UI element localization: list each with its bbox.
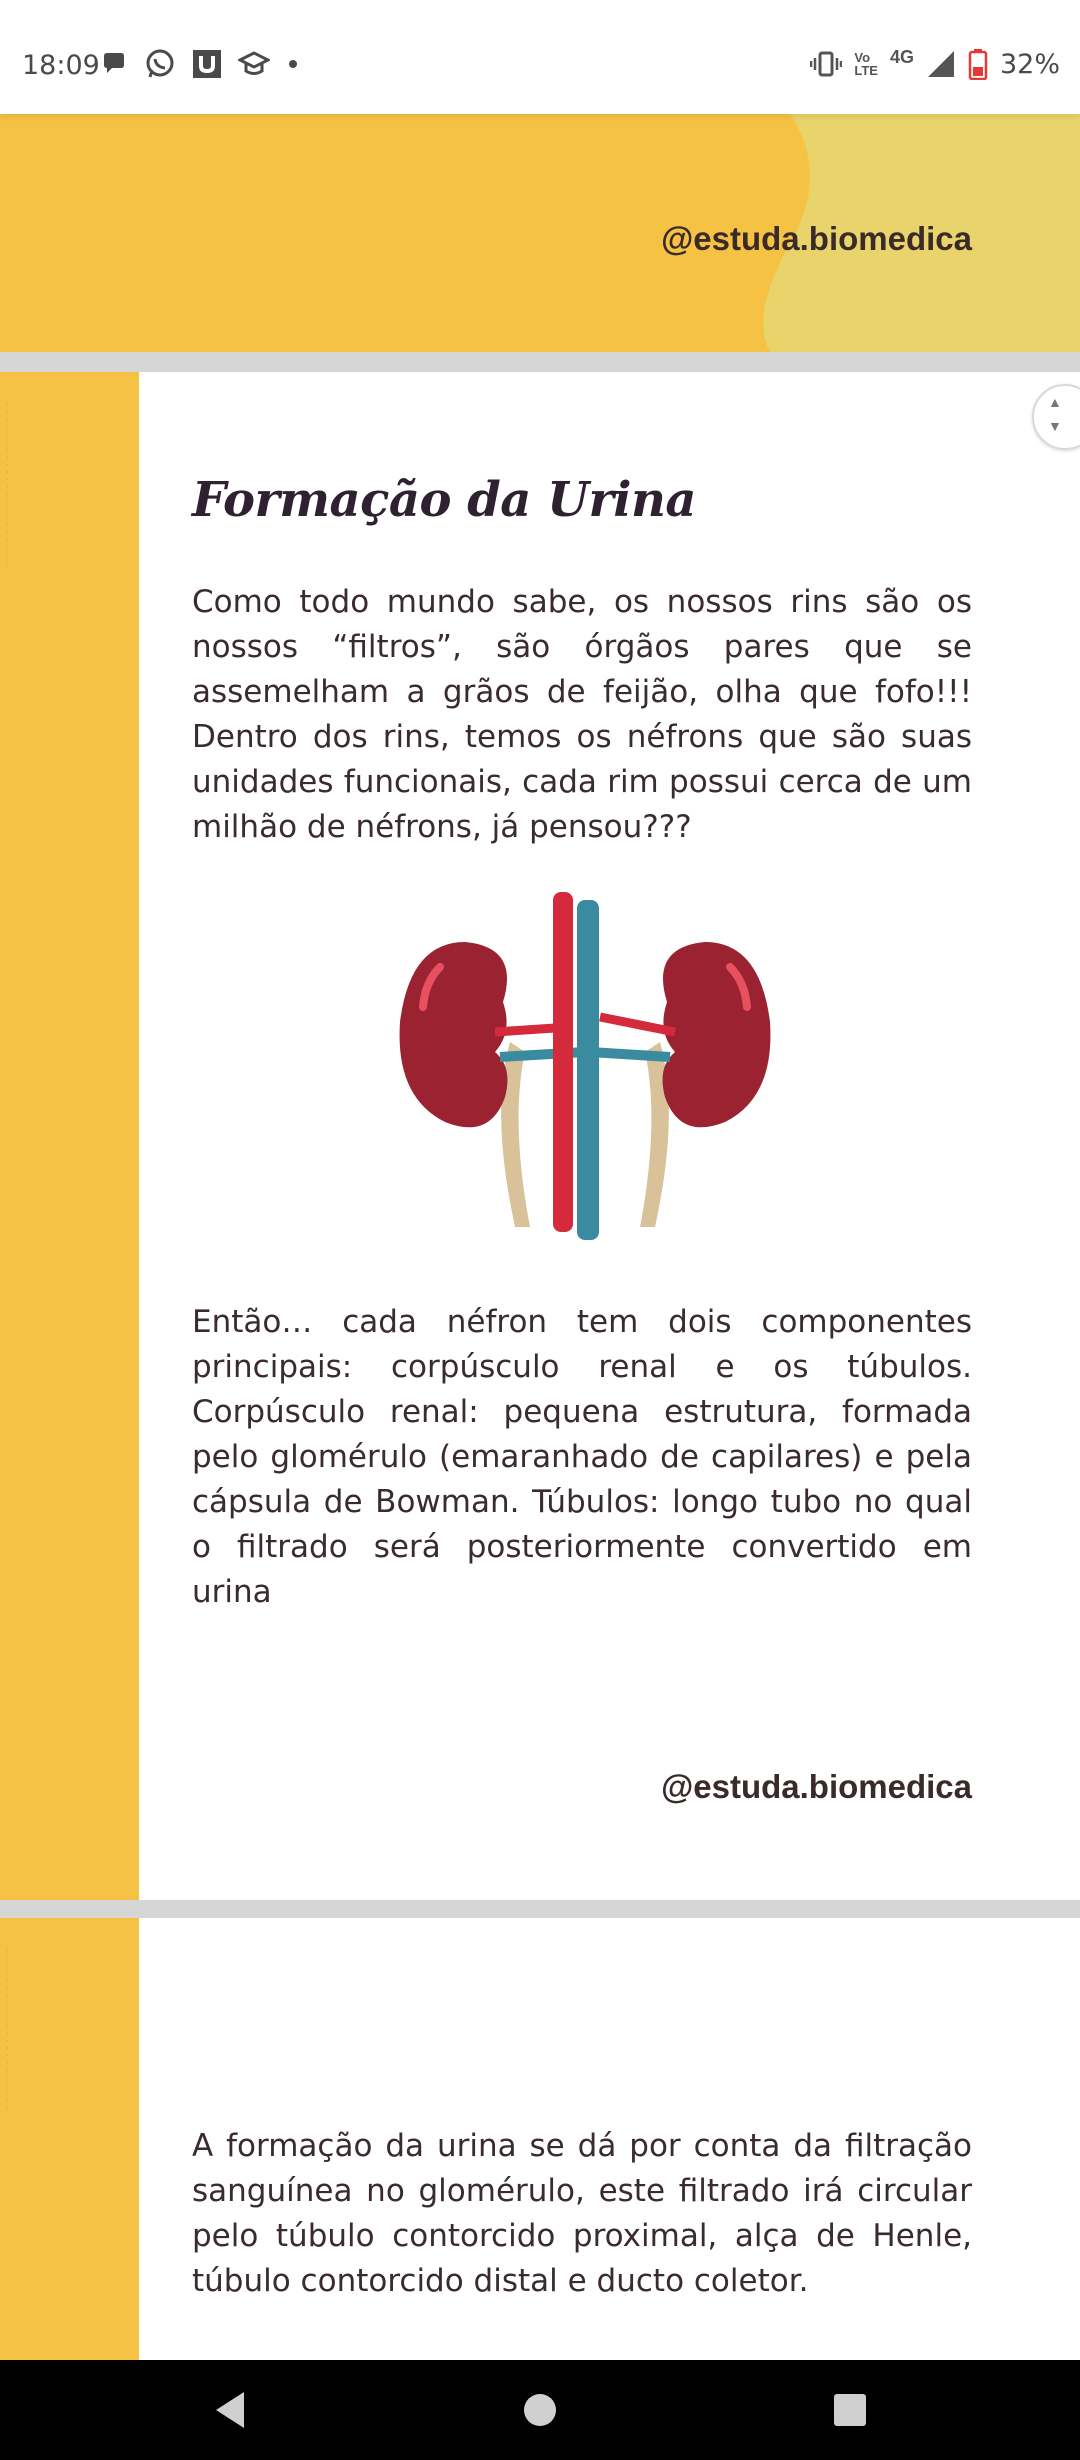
- document-page-1: [0, 372, 1080, 1900]
- system-icons: [810, 48, 1060, 80]
- vibrate-icon: [810, 50, 842, 78]
- arrow-down-icon: ▼: [1048, 418, 1062, 434]
- strip-watermark: · · · · · · · · · · · · · · · · · · · · · ·: [2, 402, 12, 564]
- page-title: Formação da Urina: [192, 472, 696, 528]
- volte-icon: Vo LTE: [854, 50, 878, 78]
- u-app-icon: [192, 49, 222, 79]
- nephron-paragraph: Então… cada néfron tem dois componentes principais: corpúsculo renal e os túbulos. Corpúsculo renal: pequena estrutura, formada pelo glomérulo (emaranhado de capilares) e pela cápsula de Bowman. Túbulos: longo tubo no qual o filtrado será posteriormente convertido em urina: [192, 1304, 972, 1610]
- side-strip: [0, 372, 139, 1900]
- side-strip: [0, 1918, 139, 2360]
- dot-icon: [286, 57, 300, 71]
- strip-watermark: · · · · · · · · · · · · · · · · · · · · · ·: [2, 1948, 12, 2110]
- chat-bubble-icon: [100, 50, 128, 78]
- signal-icon: [926, 49, 956, 79]
- header-banner: [0, 114, 1080, 352]
- graduation-cap-icon: [238, 50, 270, 78]
- header-handle: @estuda.biomedica: [661, 220, 972, 257]
- kidney-illustration: [395, 892, 775, 1242]
- status-time: 18:09: [22, 50, 100, 81]
- battery-icon: [968, 48, 988, 80]
- back-button[interactable]: [210, 2386, 250, 2434]
- arrow-up-icon: ▲: [1048, 394, 1062, 410]
- whatsapp-icon: [144, 48, 176, 80]
- document-page-2: [0, 1918, 1080, 2360]
- footer-handle: @estuda.biomedica: [661, 1768, 972, 1805]
- network-type: 4G: [889, 46, 914, 67]
- filtration-paragraph: A formação da urina se dá por conta da filtração sanguínea no glomérulo, este filtrado irá circular pelo túbulo contorcido proximal, alça de Henle, túbulo contorcido distal e ducto coletor.: [192, 2128, 972, 2299]
- intro-paragraph: Como todo mundo sabe, os nossos rins são os nossos “filtros”, são órgãos pares que se assemelham a grãos de feijão, olha que fofo!!! Dentro dos rins, temos os néfrons que são suas unidades funcionais, cada rim possui cerca de um milhão de néfrons, já pensou???: [192, 584, 972, 845]
- home-button[interactable]: [520, 2386, 560, 2434]
- recents-button[interactable]: [830, 2386, 870, 2434]
- status-bar: [0, 0, 1080, 114]
- battery-percent: 32%: [999, 48, 1060, 80]
- notification-icons: [100, 48, 300, 80]
- navigation-bar: [0, 2360, 1080, 2460]
- scroll-handle[interactable]: [1032, 384, 1080, 450]
